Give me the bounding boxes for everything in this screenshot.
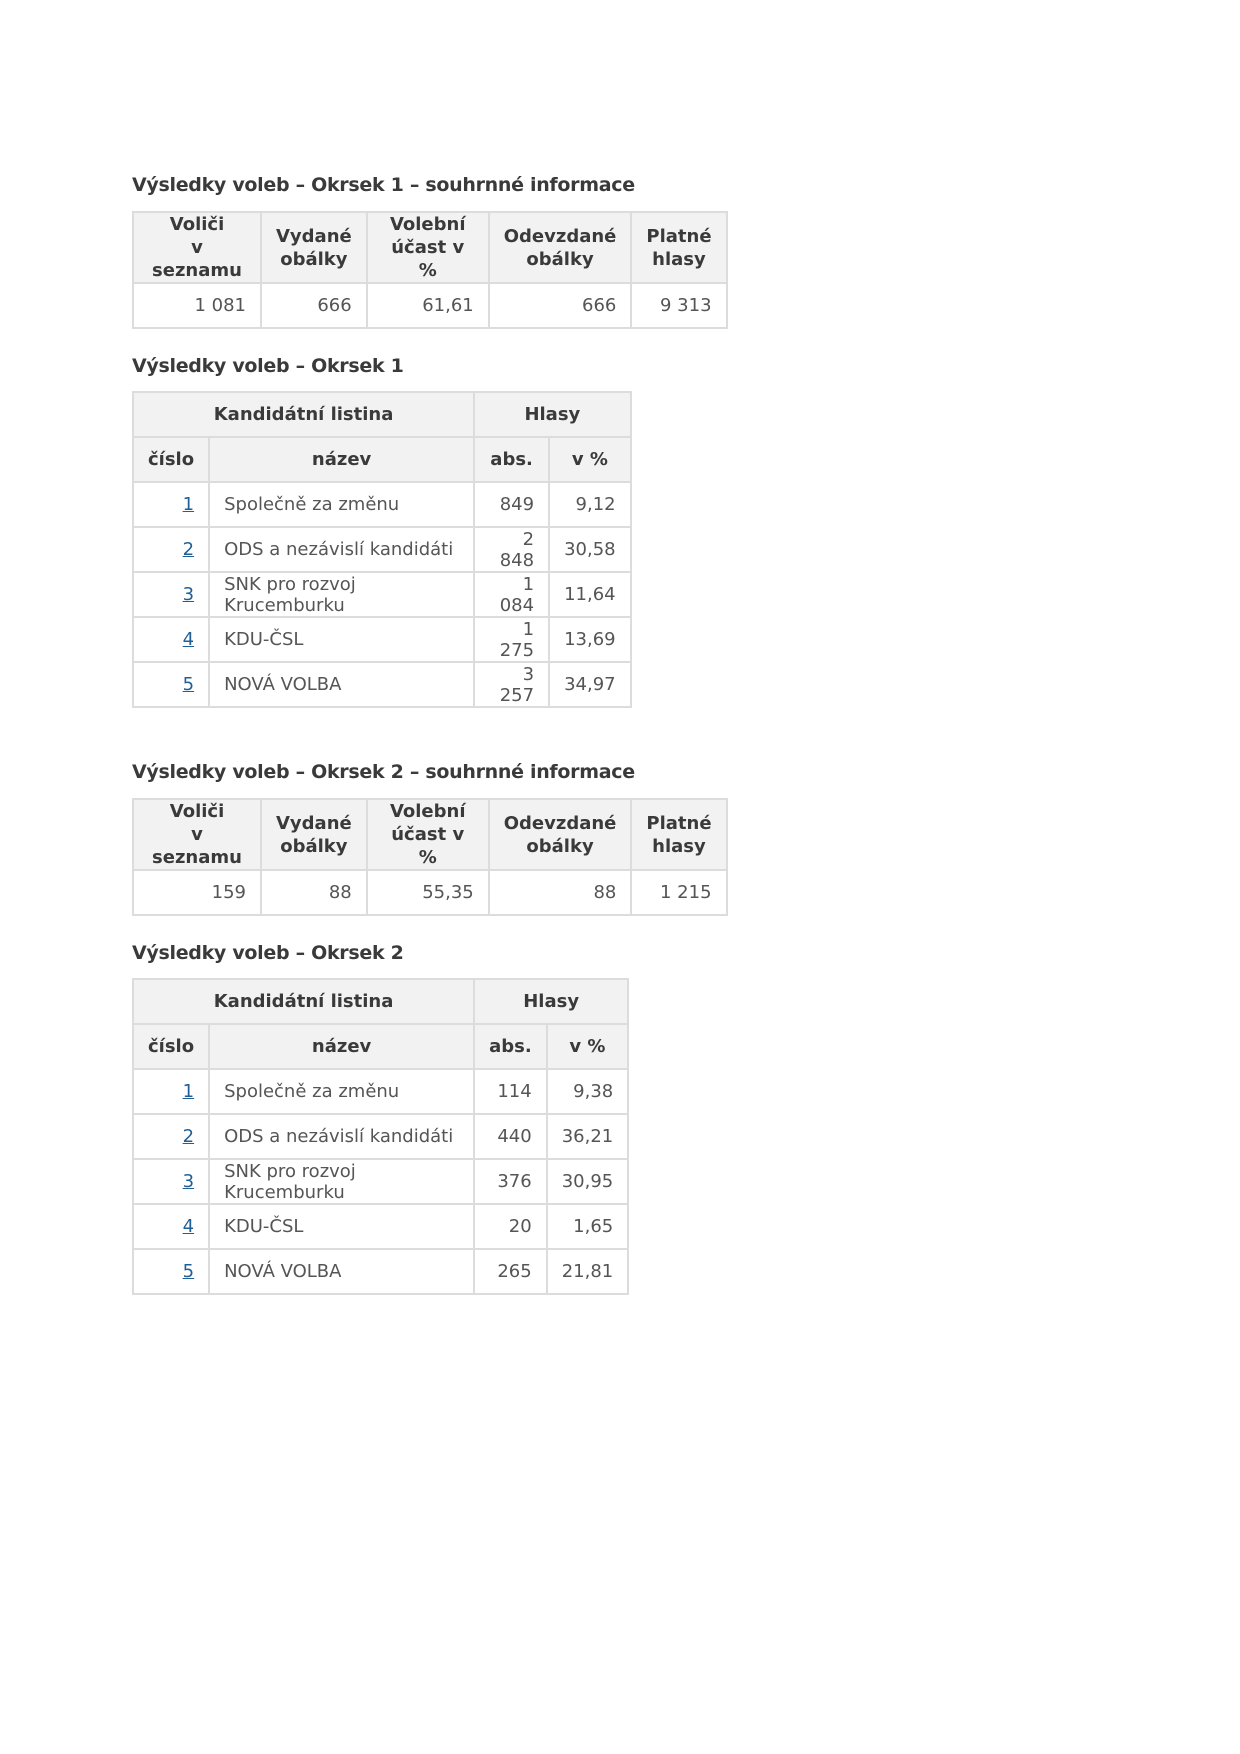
returned-value: 666: [489, 283, 632, 328]
header-turnout: Volební účast v %: [367, 212, 489, 283]
votes-abs: 1 084: [474, 572, 549, 617]
results-sub-header-row: [133, 437, 631, 482]
list-name: Společně za změnu: [209, 1069, 474, 1114]
list-number-link[interactable]: 5: [182, 674, 195, 695]
list-name: NOVÁ VOLBA: [209, 662, 474, 707]
header-pct: v %: [547, 1024, 629, 1069]
turnout-value: 61,61: [367, 283, 489, 328]
list-number-link[interactable]: 3: [182, 1171, 195, 1192]
votes-pct: 36,21: [547, 1114, 629, 1159]
issued-value: 88: [261, 870, 367, 915]
district-2-results-table: [132, 978, 629, 1295]
votes-pct: 1,65: [547, 1204, 629, 1249]
header-candidate-list: Kandidátní listina: [133, 979, 474, 1024]
returned-value: 88: [489, 870, 632, 915]
voters-value: 1 081: [133, 283, 261, 328]
table-row: [133, 482, 631, 527]
valid-value: 1 215: [631, 870, 726, 915]
list-number-link[interactable]: 4: [182, 629, 195, 650]
header-abs: abs.: [474, 437, 549, 482]
table-row: [133, 1069, 628, 1114]
table-row: [133, 527, 631, 572]
votes-abs: 376: [474, 1159, 547, 1204]
header-votes: Hlasy: [474, 392, 631, 437]
district-2-summary-title: Výsledky voleb – Okrsek 2 – souhrnné informace: [132, 761, 635, 783]
header-returned-envelopes: Odevzdané obálky: [489, 799, 632, 870]
header-issued-envelopes: Vydané obálky: [261, 799, 367, 870]
header-votes: Hlasy: [474, 979, 628, 1024]
header-valid-votes: Platné hlasy: [631, 799, 726, 870]
votes-abs: 3 257: [474, 662, 549, 707]
votes-pct: 9,12: [549, 482, 631, 527]
header-name: název: [209, 437, 474, 482]
list-name: SNK pro rozvoj Krucemburku: [209, 572, 474, 617]
district-2-results-title: Výsledky voleb – Okrsek 2: [132, 942, 404, 964]
votes-pct: 13,69: [549, 617, 631, 662]
votes-pct: 9,38: [547, 1069, 629, 1114]
header-valid-votes: Platné hlasy: [631, 212, 726, 283]
valid-value: 9 313: [631, 283, 726, 328]
header-issued-envelopes: Vydané obálky: [261, 212, 367, 283]
list-name: ODS a nezávislí kandidáti: [209, 1114, 474, 1159]
table-row: [133, 662, 631, 707]
header-voters: Voliči v seznamu: [133, 799, 261, 870]
header-pct: v %: [549, 437, 631, 482]
table-row: [133, 572, 631, 617]
summary-header-row: [133, 799, 727, 870]
list-name: NOVÁ VOLBA: [209, 1249, 474, 1294]
district-1-results-title: Výsledky voleb – Okrsek 1: [132, 355, 404, 377]
list-number-link[interactable]: 2: [182, 1126, 195, 1147]
table-row: [133, 1114, 628, 1159]
list-number-link[interactable]: 4: [182, 1216, 195, 1237]
list-name: SNK pro rozvoj Krucemburku: [209, 1159, 474, 1204]
votes-pct: 30,58: [549, 527, 631, 572]
district-1-summary-table: [132, 211, 728, 329]
list-name: KDU-ČSL: [209, 1204, 474, 1249]
turnout-value: 55,35: [367, 870, 489, 915]
list-number-link[interactable]: 2: [182, 539, 195, 560]
district-2-summary-table: [132, 798, 728, 916]
list-number-link[interactable]: 5: [182, 1261, 195, 1282]
results-sub-header-row: [133, 1024, 628, 1069]
summary-data-row: [133, 283, 727, 328]
table-row: [133, 1159, 628, 1204]
header-turnout: Volební účast v %: [367, 799, 489, 870]
votes-abs: 114: [474, 1069, 547, 1114]
list-name: KDU-ČSL: [209, 617, 474, 662]
list-name: ODS a nezávislí kandidáti: [209, 527, 474, 572]
votes-abs: 20: [474, 1204, 547, 1249]
results-group-header-row: [133, 392, 631, 437]
votes-abs: 265: [474, 1249, 547, 1294]
list-number-link[interactable]: 3: [182, 584, 195, 605]
list-name: Společně za změnu: [209, 482, 474, 527]
voters-value: 159: [133, 870, 261, 915]
summary-data-row: [133, 870, 727, 915]
header-number: číslo: [133, 1024, 209, 1069]
votes-abs: 2 848: [474, 527, 549, 572]
list-number-link[interactable]: 1: [182, 494, 195, 515]
header-voters: Voliči v seznamu: [133, 212, 261, 283]
results-group-header-row: [133, 979, 628, 1024]
header-returned-envelopes: Odevzdané obálky: [489, 212, 632, 283]
table-row: [133, 1204, 628, 1249]
table-row: [133, 1249, 628, 1294]
votes-pct: 21,81: [547, 1249, 629, 1294]
votes-abs: 849: [474, 482, 549, 527]
votes-pct: 30,95: [547, 1159, 629, 1204]
votes-pct: 34,97: [549, 662, 631, 707]
table-row: [133, 617, 631, 662]
issued-value: 666: [261, 283, 367, 328]
district-1-results-table: [132, 391, 632, 708]
header-candidate-list: Kandidátní listina: [133, 392, 474, 437]
votes-abs: 1 275: [474, 617, 549, 662]
summary-header-row: [133, 212, 727, 283]
list-number-link[interactable]: 1: [182, 1081, 195, 1102]
district-1-summary-title: Výsledky voleb – Okrsek 1 – souhrnné informace: [132, 174, 635, 196]
votes-abs: 440: [474, 1114, 547, 1159]
header-name: název: [209, 1024, 474, 1069]
header-number: číslo: [133, 437, 209, 482]
header-abs: abs.: [474, 1024, 547, 1069]
votes-pct: 11,64: [549, 572, 631, 617]
